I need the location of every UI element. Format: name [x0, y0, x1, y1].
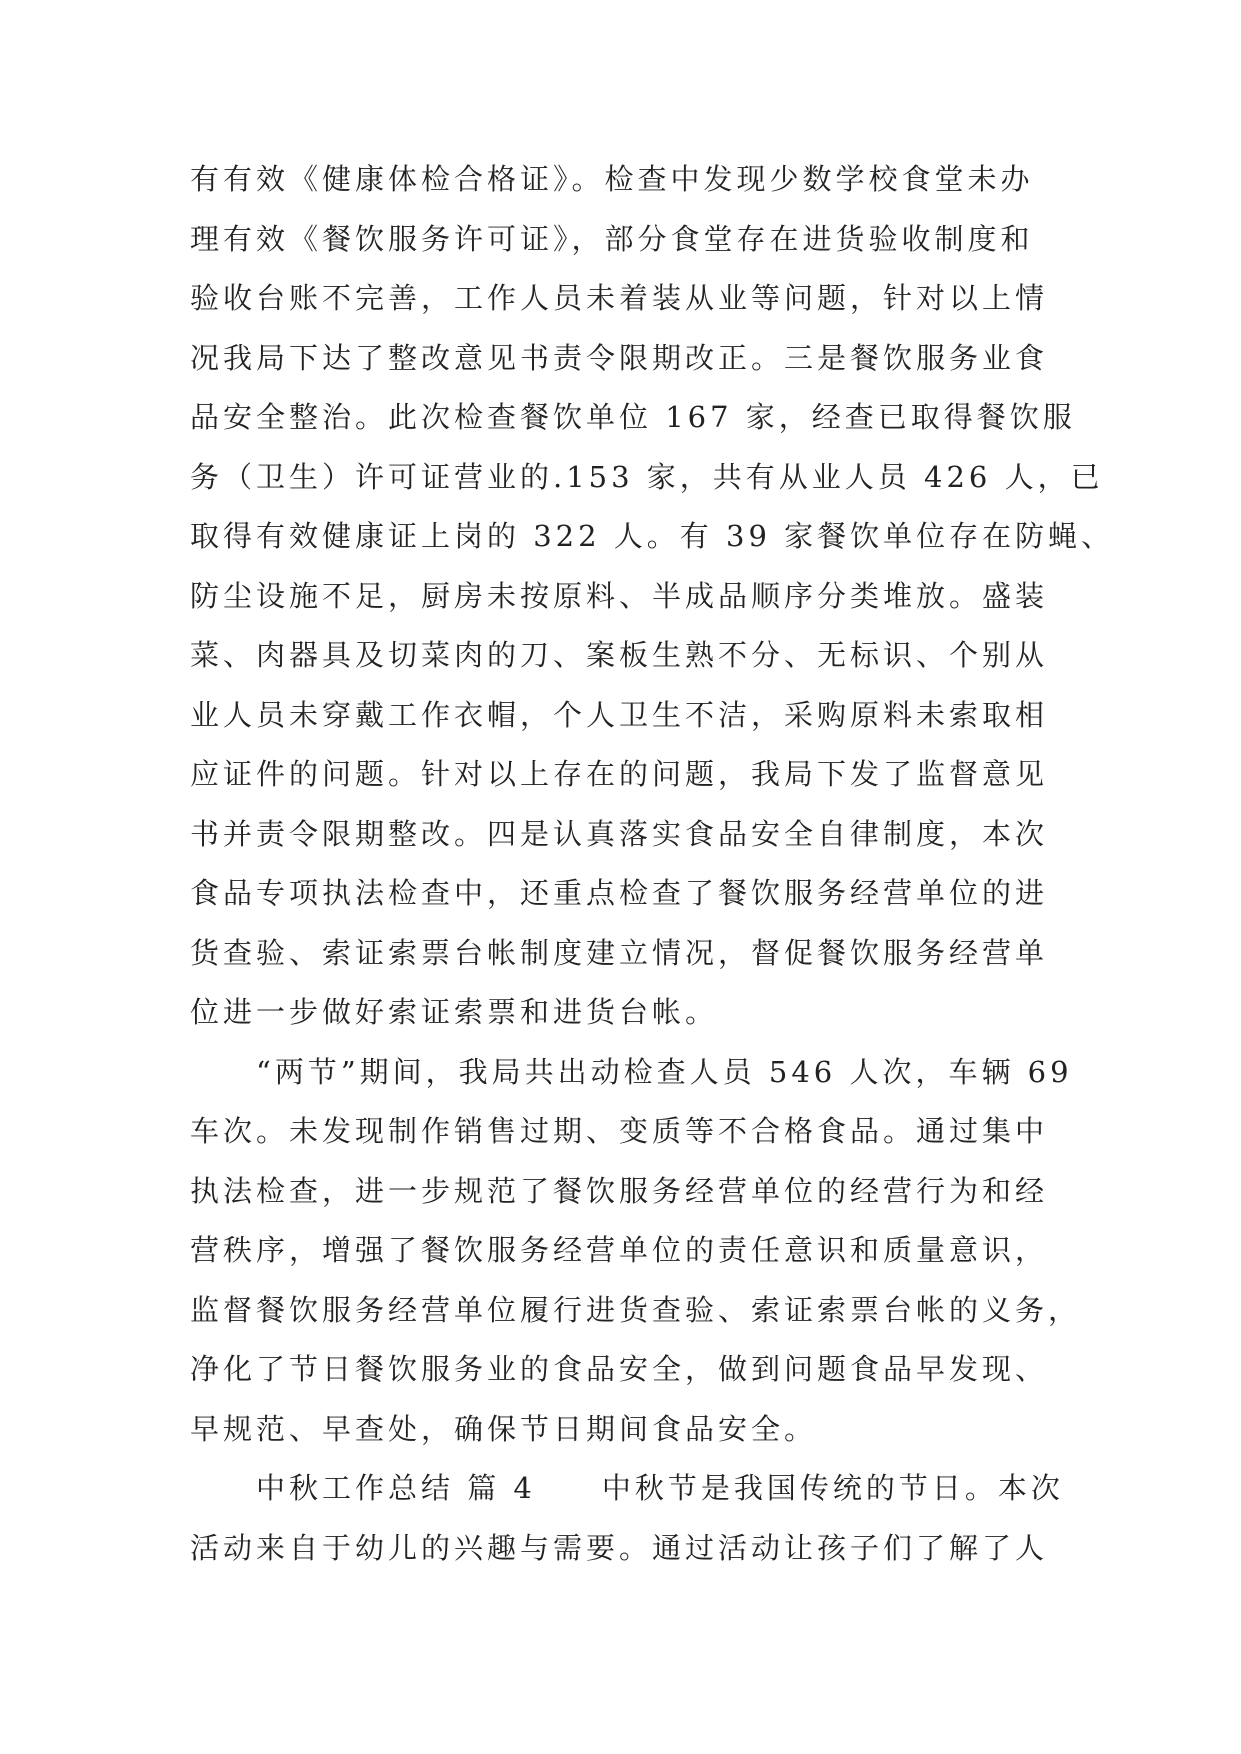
text-line: 菜、肉器具及切菜肉的刀、案板生熟不分、无标识、个别从 [190, 638, 1049, 672]
text-line: 执法检查，进一步规范了餐饮服务经营单位的经营行为和经 [190, 1173, 1049, 1208]
text-line: 食品专项执法检查中，还重点检查了餐饮服务经营单位的进 [190, 876, 1049, 910]
text-line: 活动来自于幼儿的兴趣与需要。通过活动让孩子们了解了人 [190, 1530, 1049, 1565]
text-line: “两节”期间，我局共出动检查人员 546 人次，车辆 69 [190, 1054, 1073, 1089]
text-line: 取得有效健康证上岗的 322 人。有 39 家餐饮单位存在防蝇、 [190, 519, 1115, 553]
text-line: 早规范、早查处，确保节日期间食品安全。 [190, 1411, 818, 1446]
text-line: 况我局下达了整改意见书责令限期改正。三是餐饮服务业食 [190, 340, 1049, 375]
text-line: 车次。未发现制作销售过期、变质等不合格食品。通过集中 [190, 1114, 1049, 1148]
text-line: 有有效《健康体检合格证》。检查中发现少数学校食堂未办 [190, 162, 1034, 196]
text-line: 营秩序，增强了餐饮服务经营单位的责任意识和质量意识， [190, 1233, 1049, 1267]
text-line: 位进一步做好索证索票和进货台帐。 [190, 995, 719, 1029]
text-line: 净化了节日餐饮服务业的食品安全，做到问题食品早发现、 [190, 1352, 1049, 1386]
text-line: 防尘设施不足，厨房未按原料、半成品顺序分类堆放。盛装 [190, 578, 1049, 613]
text-line: 业人员未穿戴工作衣帽，个人卫生不洁，采购原料未索取相 [190, 697, 1049, 732]
text-line: 理有效《餐饮服务许可证》，部分食堂存在进货验收制度和 [190, 221, 1034, 256]
text-line: 监督餐饮服务经营单位履行进货查验、索证索票台帐的义务， [190, 1292, 1082, 1327]
text-line: 验收台账不完善，工作人员未着装从业等问题，针对以上情 [190, 281, 1049, 315]
body-text [190, 150, 1115, 1578]
text-line: 书并责令限期整改。四是认真落实食品安全自律制度，本次 [190, 816, 1049, 851]
text-line: 品安全整治。此次检查餐饮单位 167 家，经查已取得餐饮服 [190, 400, 1076, 434]
text-line: 中秋工作总结 篇 4 中秋节是我国传统的节日。本次 [190, 1471, 1064, 1505]
text-line: 务（卫生）许可证营业的.153 家，共有从业人员 426 人，已 [190, 459, 1104, 494]
text-line: 应证件的问题。针对以上存在的问题，我局下发了监督意见 [190, 757, 1049, 791]
text-line: 货查验、索证索票台帐制度建立情况，督促餐饮服务经营单 [190, 935, 1049, 970]
